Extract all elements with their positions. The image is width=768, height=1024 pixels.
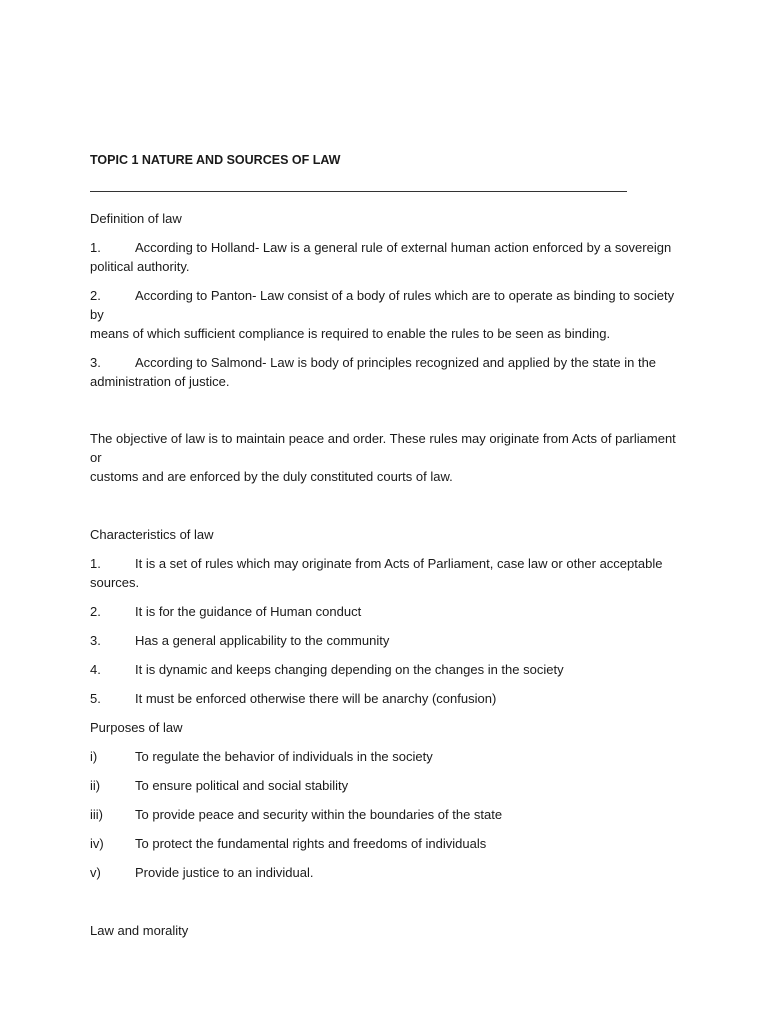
purposes-heading: Purposes of law bbox=[90, 720, 183, 735]
list-number: 1. bbox=[90, 556, 101, 571]
list-number: 2. bbox=[90, 604, 101, 619]
characteristic-item-continuation: sources. bbox=[90, 575, 140, 590]
list-number: 3. bbox=[90, 355, 101, 370]
list-text: Has a general applicability to the community bbox=[135, 633, 390, 648]
characteristic-item bbox=[90, 554, 685, 573]
list-number: 1. bbox=[90, 240, 101, 255]
list-number: 3. bbox=[90, 633, 101, 648]
definition-item bbox=[90, 238, 685, 257]
definition-item-continuation: means of which sufficient compliance is required to enable the rules to be seen as binding. bbox=[90, 326, 611, 341]
characteristic-item bbox=[90, 602, 685, 621]
list-text: According to Salmond- Law is body of principles recognized and applied by the state in the bbox=[135, 355, 657, 370]
list-text: To ensure political and social stability bbox=[135, 778, 349, 793]
list-number: 2. bbox=[90, 288, 101, 303]
document-title: TOPIC 1 NATURE AND SOURCES OF LAW bbox=[90, 153, 341, 167]
list-text: To provide peace and security within the boundaries of the state bbox=[135, 807, 503, 822]
characteristics-heading: Characteristics of law bbox=[90, 527, 214, 542]
characteristic-item bbox=[90, 689, 685, 708]
list-number: v) bbox=[90, 865, 101, 880]
characteristic-item bbox=[90, 660, 685, 679]
law-and-morality-heading: Law and morality bbox=[90, 923, 189, 938]
objective-paragraph-line: customs and are enforced by the duly constituted courts of law. bbox=[90, 469, 453, 484]
title-underline bbox=[90, 191, 627, 192]
list-text: It must be enforced otherwise there will be anarchy (confusion) bbox=[135, 691, 497, 706]
list-number: i) bbox=[90, 749, 98, 764]
list-text: It is a set of rules which may originate from Acts of Parliament, case law or other acceptable bbox=[135, 556, 663, 571]
list-number: 5. bbox=[90, 691, 101, 706]
list-number: iv) bbox=[90, 836, 104, 851]
list-number: ii) bbox=[90, 778, 101, 793]
objective-paragraph-line: The objective of law is to maintain peace and order. These rules may originate from Acts of parliament or bbox=[90, 431, 676, 465]
definition-item-continuation: administration of justice. bbox=[90, 374, 230, 389]
list-text: According to Panton- Law consist of a body of rules which are to operate as binding to society by bbox=[90, 288, 675, 322]
definition-item-continuation: political authority. bbox=[90, 259, 190, 274]
list-number: iii) bbox=[90, 807, 103, 822]
definition-item bbox=[90, 353, 685, 372]
list-text: It is for the guidance of Human conduct bbox=[135, 604, 362, 619]
purpose-item bbox=[90, 747, 685, 766]
list-number: 4. bbox=[90, 662, 101, 677]
list-text: To protect the fundamental rights and freedoms of individuals bbox=[135, 836, 487, 851]
list-text: It is dynamic and keeps changing depending on the changes in the society bbox=[135, 662, 564, 677]
list-text: According to Holland- Law is a general rule of external human action enforced by a sovereign bbox=[135, 240, 672, 255]
document-body bbox=[90, 151, 685, 940]
list-text: To regulate the behavior of individuals in the society bbox=[135, 749, 433, 764]
purpose-item bbox=[90, 805, 685, 824]
characteristic-item bbox=[90, 631, 685, 650]
definition-item bbox=[90, 286, 685, 324]
purpose-item bbox=[90, 834, 685, 853]
purpose-item bbox=[90, 863, 685, 882]
list-text: Provide justice to an individual. bbox=[135, 865, 314, 880]
purpose-item bbox=[90, 776, 685, 795]
definition-heading: Definition of law bbox=[90, 211, 182, 226]
